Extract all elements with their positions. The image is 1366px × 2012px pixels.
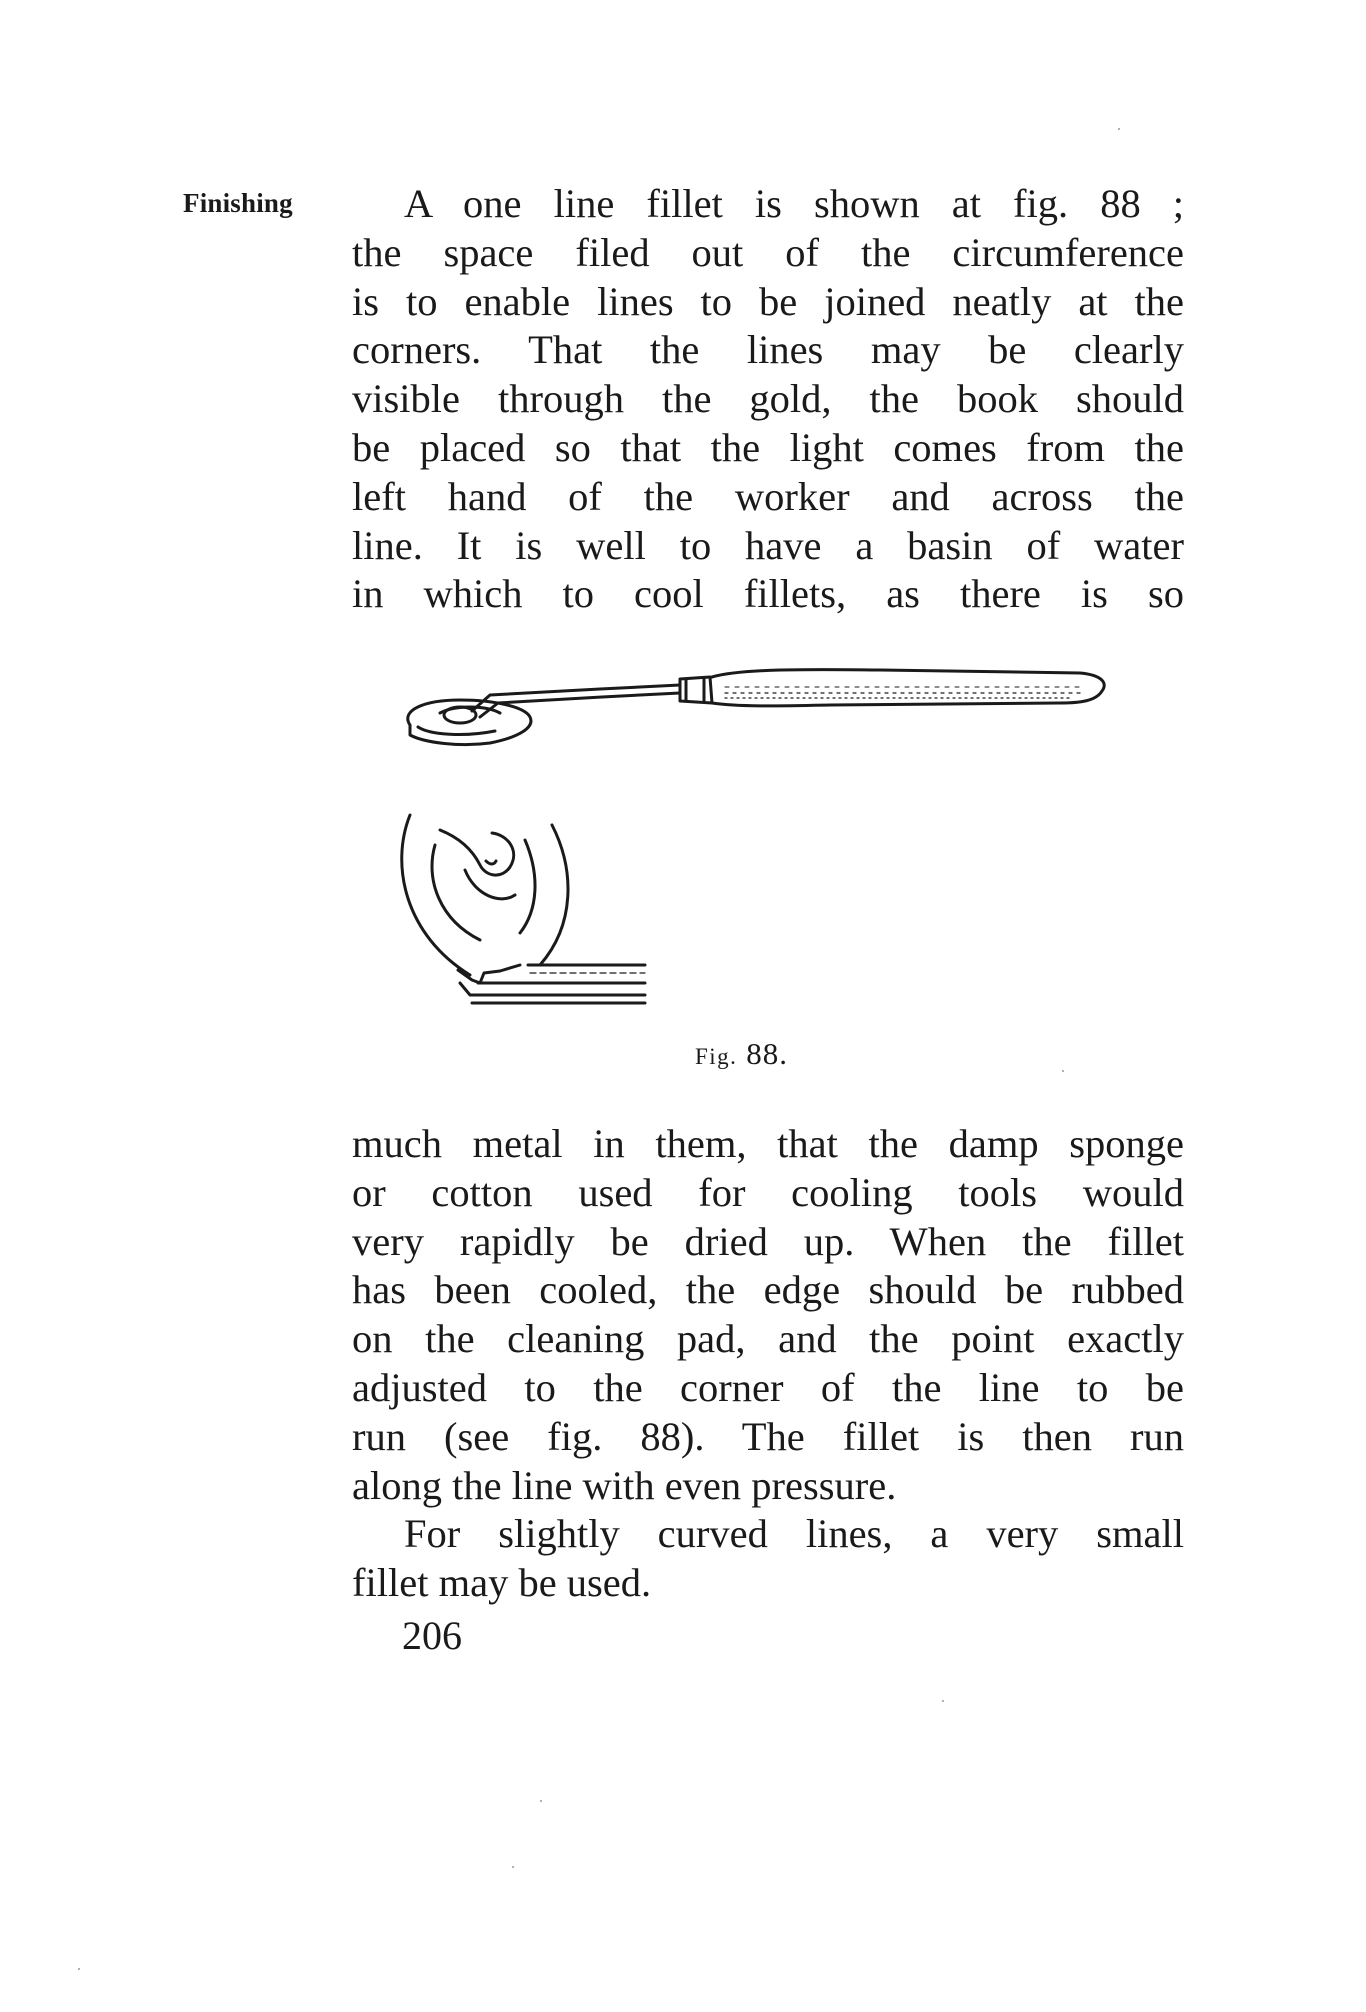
figure-88-illustration <box>380 665 1140 1085</box>
text-line: For slightly curved lines, a very small <box>404 1511 1184 1557</box>
page-number: 206 <box>402 1613 462 1658</box>
fillet-tool-drawing <box>408 670 1104 745</box>
text-line: run (see fig. 88). The fillet is then run <box>352 1413 1184 1459</box>
paper-speck <box>1062 1070 1064 1072</box>
text-line: be placed so that the light comes from the <box>352 424 1184 470</box>
paper-speck <box>1118 128 1120 130</box>
text-line: corners. That the lines may be clearly <box>352 327 1184 373</box>
paragraph-top <box>352 180 1184 619</box>
text-line: much metal in them, that the damp sponge <box>352 1121 1184 1166</box>
paper-speck <box>78 1968 80 1970</box>
text-line: left hand of the worker and across the <box>352 473 1184 519</box>
text-line: line. It is well to have a basin of water <box>352 522 1184 568</box>
caption-prefix: Fig. <box>695 1044 738 1069</box>
text-line: in which to cool fillets, as there is so <box>352 571 1184 617</box>
fillet-wheel-detail <box>402 815 645 1003</box>
text-line: on the cleaning pad, and the point exactly <box>352 1316 1184 1362</box>
text-line: adjusted to the corner of the line to be <box>352 1364 1184 1410</box>
margin-heading: Finishing <box>183 188 293 218</box>
text-line: the space filed out of the circumference <box>352 229 1184 275</box>
text-line: or cotton used for cooling tools would <box>352 1169 1184 1215</box>
figure-caption <box>695 1036 788 1072</box>
caption-number: 88. <box>746 1036 788 1071</box>
paper-speck <box>942 1700 944 1702</box>
paper-speck <box>540 1800 542 1802</box>
paragraph-bottom <box>352 1120 1184 1608</box>
text-line: fillet may be used. <box>352 1560 652 1606</box>
paper-speck <box>512 1866 514 1868</box>
text-line: is to enable lines to be joined neatly at the <box>352 278 1184 324</box>
text-line: visible through the gold, the book should <box>352 376 1184 422</box>
text-line: along the line with even pressure. <box>352 1462 897 1508</box>
text-line: A one line fillet is shown at fig. 88 ; <box>404 181 1184 226</box>
text-line: has been cooled, the edge should be rubbed <box>352 1267 1184 1313</box>
text-line: very rapidly be dried up. When the fillet <box>352 1218 1184 1264</box>
